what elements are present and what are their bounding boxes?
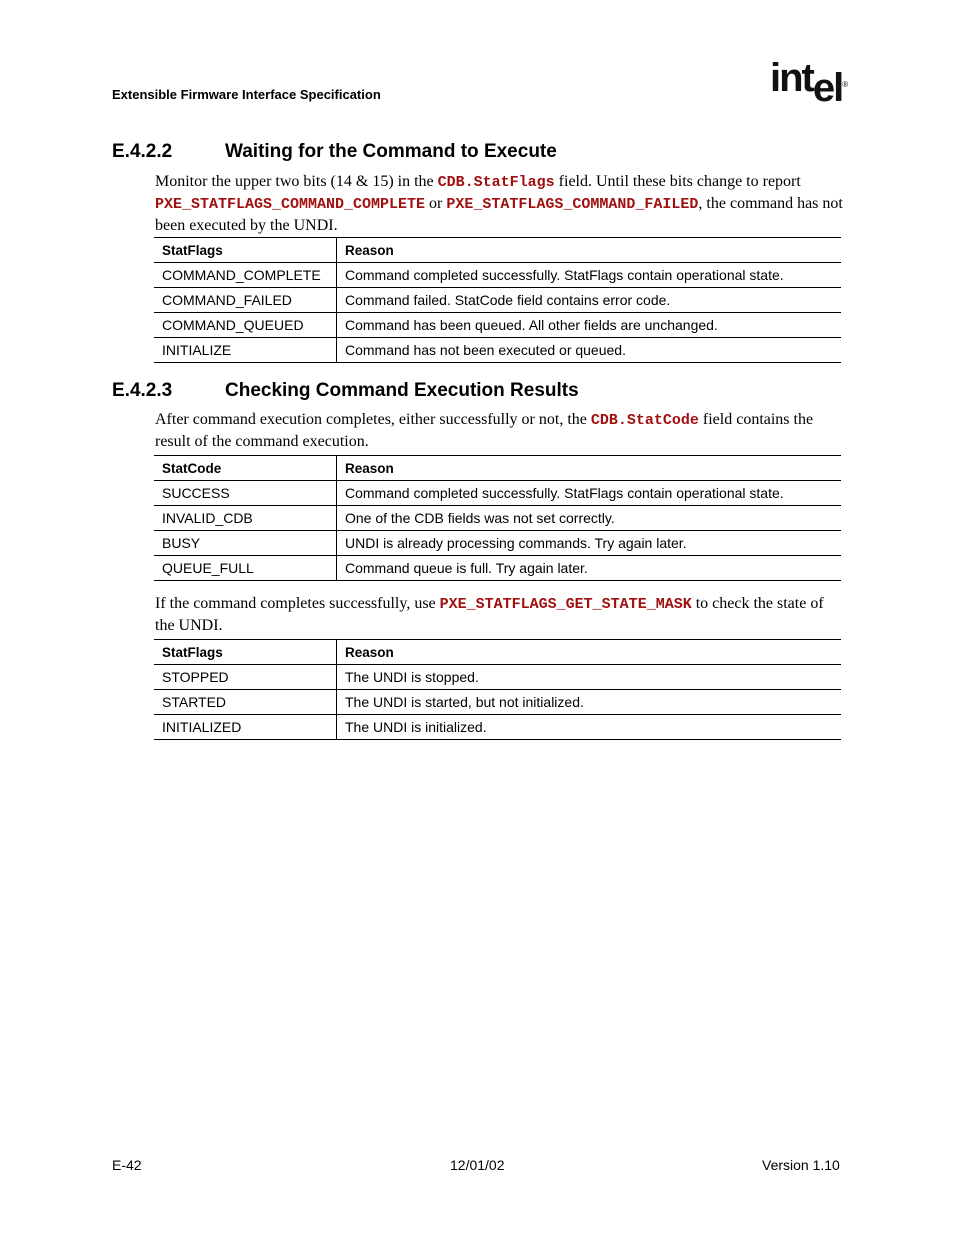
table-row xyxy=(154,313,841,338)
table-cell: Command has been queued. All other fields are unchanged. xyxy=(337,313,842,338)
table-cell: Command queue is full. Try again later. xyxy=(337,556,842,581)
code-statflags-failed: PXE_STATFLAGS_COMMAND_FAILED xyxy=(446,196,699,213)
footer-page-number: E-42 xyxy=(112,1157,142,1173)
column-header: Reason xyxy=(337,640,842,665)
table-header-row xyxy=(154,238,841,263)
table-row xyxy=(154,556,841,581)
running-header-title: Extensible Firmware Interface Specification xyxy=(112,87,381,102)
table-cell: COMMAND_COMPLETE xyxy=(154,263,337,288)
table-row xyxy=(154,665,841,690)
section1-paragraph xyxy=(155,171,845,236)
table-row xyxy=(154,481,841,506)
table-header-row xyxy=(154,456,841,481)
table-cell: COMMAND_FAILED xyxy=(154,288,337,313)
para-text: After command execution completes, either successfully or not, the xyxy=(155,411,591,428)
para-text: field contains the result of the command execution. xyxy=(155,411,814,450)
table-cell: STOPPED xyxy=(154,665,337,690)
table-cell: Command completed successfully. StatFlags contain operational state. xyxy=(337,263,842,288)
table-row xyxy=(154,338,841,363)
table-row xyxy=(154,263,841,288)
table-cell: INITIALIZED xyxy=(154,715,337,740)
table-row xyxy=(154,715,841,740)
para-text: Monitor the upper two bits (14 & 15) in the xyxy=(155,173,438,190)
table-header-row xyxy=(154,640,841,665)
state-mask-paragraph xyxy=(155,593,845,636)
para-text: , the command has not been executed by the UNDI. xyxy=(155,195,843,234)
footer-date: 12/01/02 xyxy=(450,1157,505,1173)
code-cdb-statcode: CDB.StatCode xyxy=(590,412,699,429)
table-cell: QUEUE_FULL xyxy=(154,556,337,581)
code-cdb-statflags: CDB.StatFlags xyxy=(437,174,555,191)
para-text: or xyxy=(425,195,447,212)
table-cell: SUCCESS xyxy=(154,481,337,506)
footer-version: Version 1.10 xyxy=(762,1157,840,1173)
table-row xyxy=(154,690,841,715)
section-number: E.4.2.2 xyxy=(112,141,173,162)
column-header: StatCode xyxy=(154,456,337,481)
column-header: Reason xyxy=(337,238,842,263)
table-row xyxy=(154,531,841,556)
code-statflags-complete: PXE_STATFLAGS_COMMAND_COMPLETE xyxy=(155,196,426,213)
section2-paragraph xyxy=(155,409,845,452)
column-header: StatFlags xyxy=(154,640,337,665)
section-number: E.4.2.3 xyxy=(112,380,173,401)
column-header: StatFlags xyxy=(154,238,337,263)
table-cell: One of the CDB fields was not set correctly. xyxy=(337,506,842,531)
undi-state-table xyxy=(154,639,841,740)
table-cell: BUSY xyxy=(154,531,337,556)
table-cell: INVALID_CDB xyxy=(154,506,337,531)
table-cell: Command completed successfully. StatFlags contain operational state. xyxy=(337,481,842,506)
code-get-state-mask: PXE_STATFLAGS_GET_STATE_MASK xyxy=(439,596,692,613)
table-cell: Command failed. StatCode field contains error code. xyxy=(337,288,842,313)
section-heading-e423 xyxy=(112,380,579,402)
table-cell: The UNDI is stopped. xyxy=(337,665,842,690)
table-cell: UNDI is already processing commands. Try again later. xyxy=(337,531,842,556)
table-cell: The UNDI is started, but not initialized. xyxy=(337,690,842,715)
statflags-table xyxy=(154,237,841,363)
para-text: to check the state of the UNDI. xyxy=(155,595,824,634)
section-title: Waiting for the Command to Execute xyxy=(225,141,557,162)
table-row xyxy=(154,506,841,531)
para-text: field. Until these bits change to report xyxy=(554,173,801,190)
section-heading-e422 xyxy=(112,141,557,163)
table-cell: Command has not been executed or queued. xyxy=(337,338,842,363)
section-title: Checking Command Execution Results xyxy=(225,380,579,401)
statcode-table xyxy=(154,455,841,581)
intel-logo: intel® xyxy=(770,56,849,110)
table-cell: The UNDI is initialized. xyxy=(337,715,842,740)
table-row xyxy=(154,288,841,313)
column-header: Reason xyxy=(337,456,842,481)
para-text: If the command completes successfully, use xyxy=(155,595,440,612)
table-cell: COMMAND_QUEUED xyxy=(154,313,337,338)
table-cell: INITIALIZE xyxy=(154,338,337,363)
table-cell: STARTED xyxy=(154,690,337,715)
